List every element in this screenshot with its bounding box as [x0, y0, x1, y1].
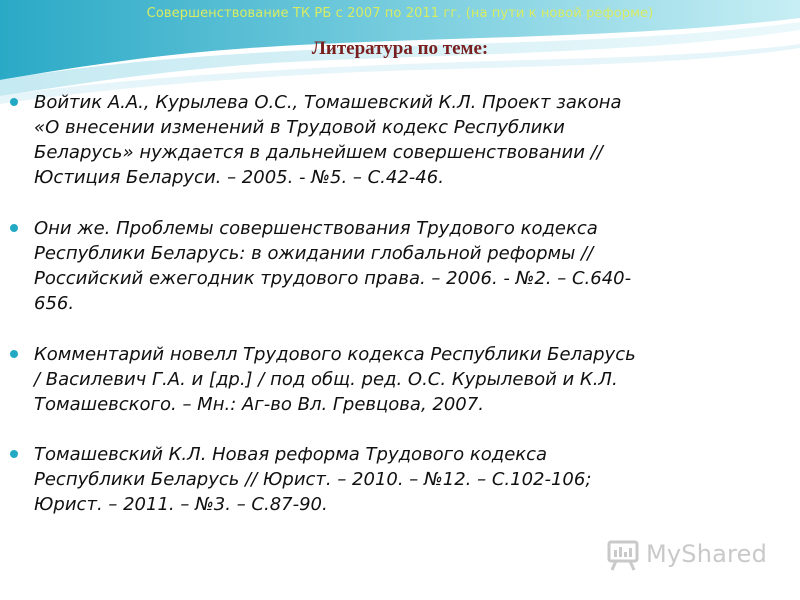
- reference-line: Республики Беларусь: в ожидании глобальной реформы //: [34, 243, 594, 264]
- reference-text: [34, 442, 774, 517]
- reference-line: Республики Беларусь // Юрист. – 2010. – №12. – С.102-106;: [34, 469, 592, 490]
- reference-line: Томашевский К.Л. Новая реформа Трудового кодекса: [34, 444, 548, 465]
- reference-text: [34, 216, 774, 316]
- reference-line: «О внесении изменений в Трудовой кодекс Республики: [34, 117, 565, 138]
- reference-line: Томашевского. – Мн.: Аг-во Вл. Гревцова, 2007.: [34, 394, 484, 415]
- reference-text: [34, 342, 774, 417]
- bullet-icon: [10, 350, 18, 358]
- reference-line: Беларусь» нуждается в дальнейшем совершенствовании //: [34, 142, 603, 163]
- reference-line: Они же. Проблемы совершенствования Трудового кодекса: [34, 218, 598, 239]
- reference-line: Юрист. – 2011. – №3. – С.87-90.: [34, 494, 328, 515]
- reference-line: / Василевич Г.А. и [др.] / под общ. ред. О.С. Курылевой и К.Л.: [34, 369, 618, 390]
- bullet-icon: [10, 450, 18, 458]
- presentation-board-icon: [606, 538, 640, 572]
- reference-line: 656.: [34, 293, 75, 314]
- slide-title: Литература по теме:: [311, 38, 489, 59]
- watermark-logo: [606, 536, 776, 576]
- reference-line: Войтик А.А., Курылева О.С., Томашевский К.Л. Проект закона: [34, 92, 622, 113]
- watermark-text: MyShared: [646, 540, 768, 568]
- reference-line: Российский ежегодник трудового права. – 2006. - №2. – С.640-: [34, 268, 632, 289]
- running-header: Совершенствование ТК РБ с 2007 по 2011 гг. (на пути к новой реформе): [146, 6, 654, 21]
- reference-line: Юстиция Беларуси. – 2005. - №5. – С.42-46.: [34, 167, 444, 188]
- reference-line: Комментарий новелл Трудового кодекса Республики Беларусь: [34, 344, 636, 365]
- bullet-icon: [10, 98, 18, 106]
- bullet-icon: [10, 224, 18, 232]
- reference-text: [34, 90, 774, 190]
